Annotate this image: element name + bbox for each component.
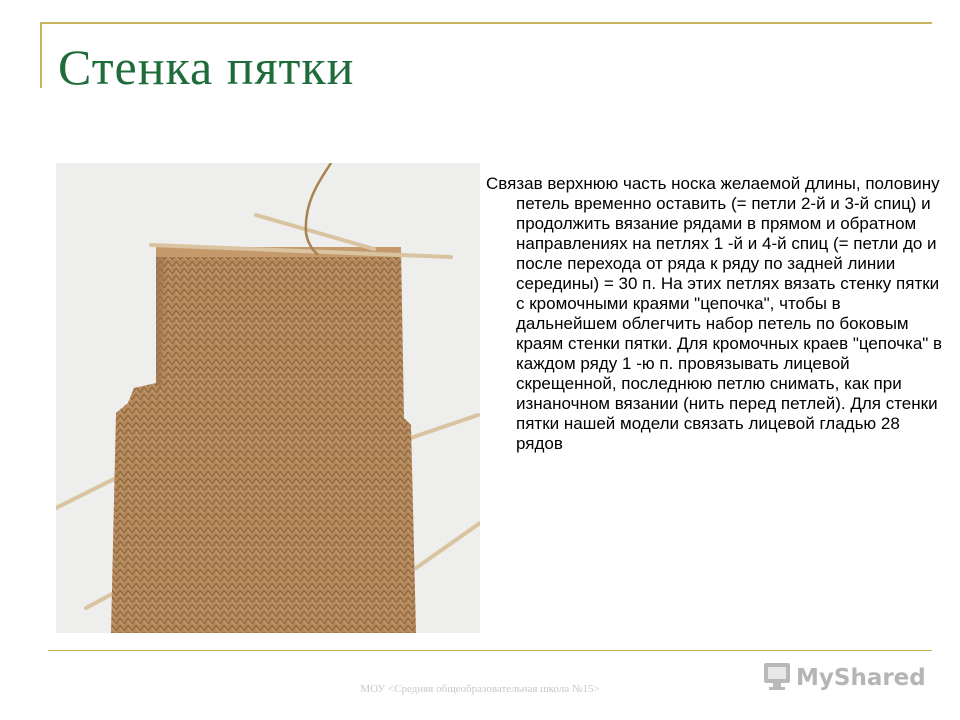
frame-top-line — [40, 22, 932, 24]
watermark — [760, 655, 930, 695]
slide-title: Стенка пятки — [58, 39, 355, 95]
footer-text: МОУ <Средняя общеобразовательная школа №15> — [360, 683, 600, 695]
body-text: Связав верхнюю часть носка желаемой длины, половину петель временно оставить (= петли 2-й и 3-й спиц) и продолжить вязание рядами в прямом и обратном направлениях на петлях 1 -й и 4-й спиц (= петли до и после перехода от ряда к ряду по задней линии середины) = 30 п. На этих петлях вязать стенку пятки с кромочными краями "цепочка", чтобы в дальнейшем облегчить набор петель по боковым краям стенки пятки. Для кромочных краев "цепочка" в каждом ряду 1 -ю п. провязывать лицевой скрещенной, последнюю петлю снимать, как при изнаночном вязании (нить перед петлей). Для стенки пятки нашей модели связать лицевой гладью 28 рядов — [486, 174, 943, 453]
watermark-text: MyShared — [796, 665, 926, 691]
frame-bottom-line — [48, 650, 932, 651]
frame-left-line — [40, 22, 42, 88]
knitting-photo — [56, 163, 480, 633]
knitting-illustration — [56, 163, 480, 633]
myshared-logo-icon — [760, 655, 930, 695]
